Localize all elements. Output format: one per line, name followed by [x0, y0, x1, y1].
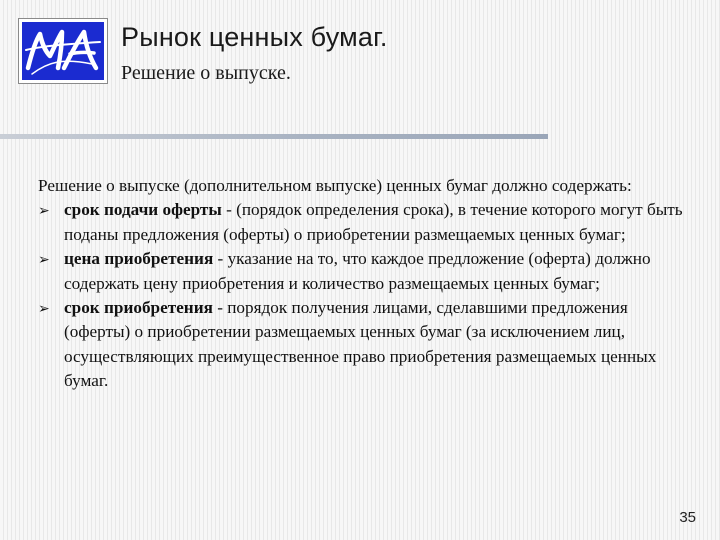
logo-monogram-icon	[22, 22, 104, 80]
intro-paragraph: Решение о выпуске (дополнительном выпуске) ценных бумаг должно содержать:	[38, 176, 632, 195]
item-text: - порядок получения лицами, сделавшими предложения (оферты) о приобретении размещаемых ценных бумаг (за исключением лиц, осуществляющих преимущественное право приобретения размещаемых ценных бумаг.	[64, 298, 657, 391]
page-number: 35	[679, 509, 696, 526]
item-term: срок приобретения	[64, 298, 213, 318]
list-item	[38, 247, 698, 296]
item-text: - указание на то, что каждое предложение (оферта) должно содержать цену приобретения и количество размещаемых ценных бумаг;	[64, 249, 651, 293]
arrow-bullet-icon: ➢	[38, 252, 50, 269]
title-divider	[0, 134, 548, 139]
arrow-bullet-icon: ➢	[38, 203, 50, 220]
arrow-bullet-icon: ➢	[38, 301, 50, 318]
slide-title: Рынок ценных бумаг.	[121, 22, 388, 52]
item-term: срок подачи оферты	[64, 200, 222, 220]
logo-background	[22, 22, 104, 80]
item-text: - (порядок определения срока), в течение которого могут быть поданы предложения (оферты) о приобретении размещаемых ценных бумаг;	[64, 200, 683, 244]
slide-subtitle: Решение о выпуске.	[121, 62, 291, 84]
item-term: цена приобретения	[64, 249, 214, 269]
ma-monogram-logo	[18, 18, 108, 84]
list-item	[38, 198, 698, 247]
slide-body	[38, 174, 698, 394]
list-item	[38, 296, 698, 394]
